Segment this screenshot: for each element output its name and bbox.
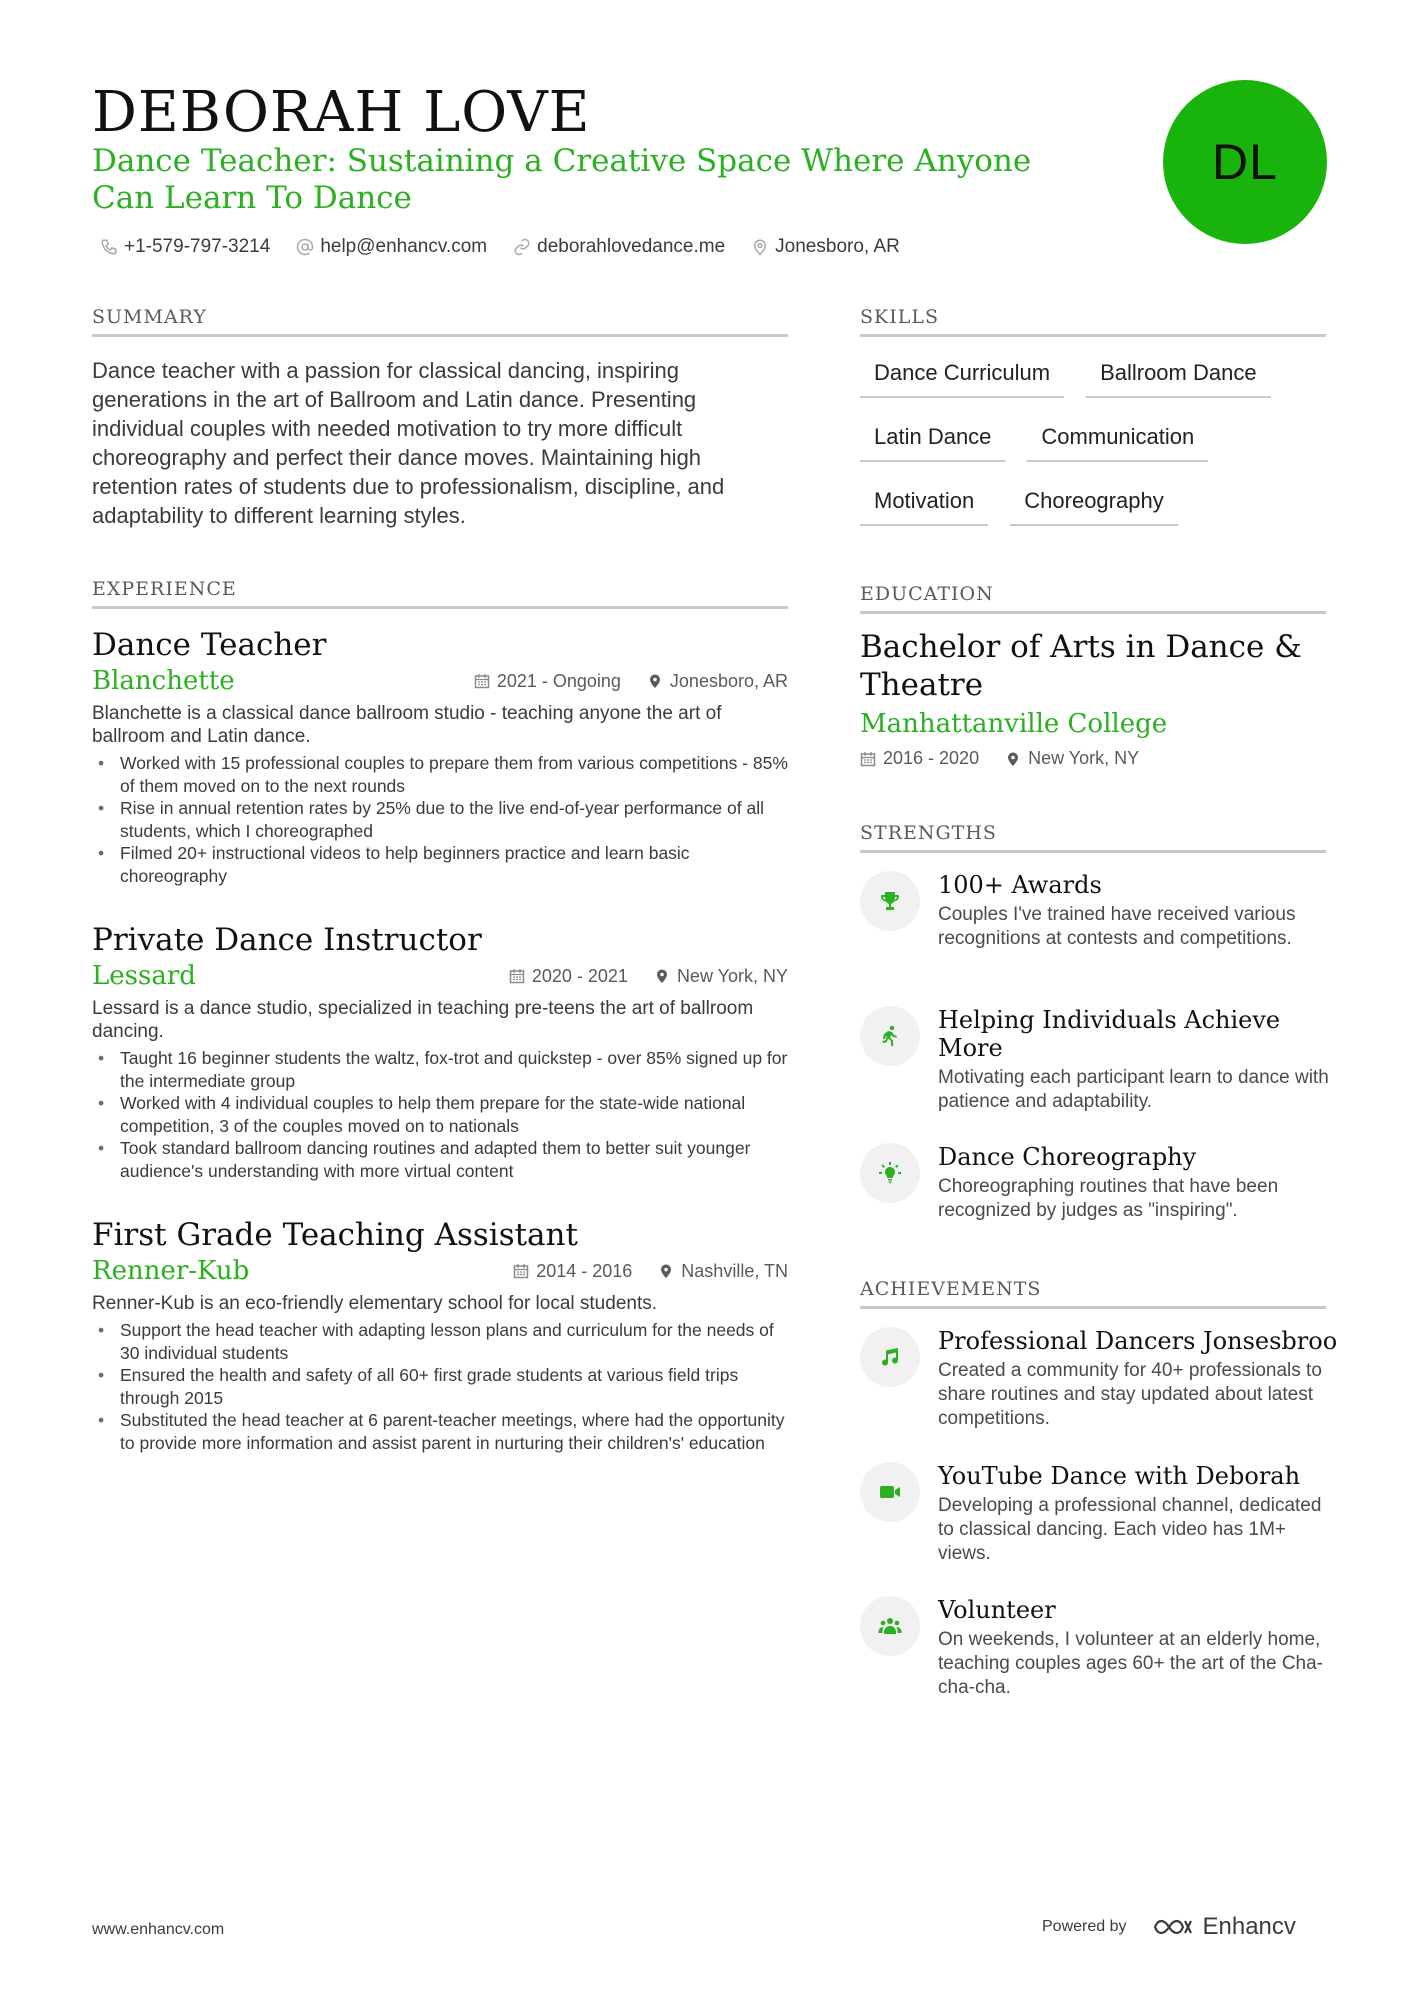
email-address: help@enhancv.com xyxy=(320,236,488,257)
phone-number: +1-579-797-3214 xyxy=(124,236,271,257)
job-location: Nashville, TN xyxy=(658,1261,788,1282)
calendar-icon xyxy=(509,968,525,984)
calendar-icon xyxy=(513,1263,529,1279)
bullet-item: • Filmed 20+ instructional videos to help beginners practice and learn basic choreography xyxy=(92,842,788,887)
bullet-item: • Ensured the health and safety of all 60+ first grade students at various field trips through 2015 xyxy=(92,1364,788,1409)
location-pin-icon xyxy=(647,673,663,689)
bullet-item: • Support the head teacher with adapting lesson plans and curriculum for the needs of 30 individual students xyxy=(92,1319,788,1364)
video-camera-icon xyxy=(878,1480,902,1504)
achievement-description: On weekends, I volunteer at an elderly home, teaching couples ages 60+ the art of the Cha-cha-cha. xyxy=(938,1629,1324,1698)
skill-tag: Dance Curriculum xyxy=(860,356,1064,398)
email-contact[interactable] xyxy=(296,236,487,258)
location-pin-icon xyxy=(654,968,670,984)
company-description: Renner-Kub is an eco-friendly elementary school for local students. xyxy=(92,1293,658,1314)
brand-name: Enhancv xyxy=(1202,1913,1296,1940)
education-dates: 2016 - 2020 xyxy=(860,748,979,769)
job-title: First Grade Teaching Assistant xyxy=(92,1217,578,1253)
experience-entry xyxy=(92,921,788,1182)
location-text: Jonesboro, AR xyxy=(775,236,900,257)
experience-entry xyxy=(92,1216,788,1454)
summary-heading: SUMMARY xyxy=(92,306,788,337)
footer-branding xyxy=(1042,1913,1296,1941)
strength-title: Dance Choreography xyxy=(938,1143,1197,1171)
strength-description: Choreographing routines that have been recognized by judges as "inspiring". xyxy=(938,1176,1279,1221)
skill-tag: Choreography xyxy=(1010,484,1177,526)
at-icon xyxy=(296,238,314,256)
location-pin-icon xyxy=(1005,751,1021,767)
achievement-title: Professional Dancers Jonsesbroo xyxy=(938,1327,1338,1355)
skill-tag: Latin Dance xyxy=(860,420,1005,462)
enhancv-logo-icon xyxy=(1151,1915,1195,1939)
job-bullets xyxy=(92,752,788,887)
bullet-item: • Worked with 4 individual couples to help them prepare for the state-wide national competition, 3 of the couples moved on to nationals xyxy=(92,1092,788,1137)
skill-tag: Communication xyxy=(1027,420,1208,462)
achievement-description: Developing a professional channel, dedicated to classical dancing. Each video has 1M+ views. xyxy=(938,1495,1322,1564)
trophy-icon xyxy=(878,889,902,913)
school-name: Manhattanville College xyxy=(860,709,1168,739)
bullet-item: • Rise in annual retention rates by 25% due to the live end-of-year performance of all students, which I choreographed xyxy=(92,797,788,842)
skill-tag: Ballroom Dance xyxy=(1086,356,1271,398)
achievement-item xyxy=(860,1596,1340,1700)
strengths-heading: STRENGTHS xyxy=(860,822,1326,853)
achievement-item xyxy=(860,1327,1340,1431)
achievement-description: Created a community for 40+ professionals to share routines and stay updated about latest competitions. xyxy=(938,1360,1322,1429)
job-location: Jonesboro, AR xyxy=(647,671,788,692)
bullet-item: • Substituted the head teacher at 6 parent-teacher meetings, where had the opportunity to provide more information and assist parent in nurturing their children's' education xyxy=(92,1409,788,1454)
phone-icon xyxy=(100,238,118,256)
job-dates: 2020 - 2021 xyxy=(509,966,628,987)
avatar-initials: DL xyxy=(1212,134,1278,190)
candidate-tagline: Dance Teacher: Sustaining a Creative Space Where Anyone Can Learn To Dance xyxy=(92,143,1032,216)
company-description: Blanchette is a classical dance ballroom studio - teaching anyone the art of ballroom and Latin dance. xyxy=(92,703,722,747)
skills-list xyxy=(860,356,1330,526)
strength-title: 100+ Awards xyxy=(938,871,1102,899)
strength-title: Helping Individuals Achieve More xyxy=(938,1006,1281,1062)
experience-entry xyxy=(92,626,788,887)
group-icon xyxy=(878,1614,902,1638)
website-url: deborahlovedance.me xyxy=(537,236,726,257)
link-icon xyxy=(513,238,531,256)
strength-description: Motivating each participant learn to dance with patience and adaptability. xyxy=(938,1067,1329,1112)
company-name: Renner-Kub xyxy=(92,1256,250,1286)
job-dates: 2021 - Ongoing xyxy=(474,671,621,692)
footer-website[interactable]: www.enhancv.com xyxy=(92,1921,225,1938)
strength-description: Couples I've trained have received various recognitions at contests and competitions. xyxy=(938,904,1296,949)
achievement-title: YouTube Dance with Deborah xyxy=(938,1462,1301,1490)
website-contact[interactable] xyxy=(513,236,725,258)
running-person-icon xyxy=(878,1024,902,1048)
education-heading: EDUCATION xyxy=(860,583,1326,614)
achievements-heading: ACHIEVEMENTS xyxy=(860,1278,1326,1309)
experience-heading: EXPERIENCE xyxy=(92,578,788,609)
powered-by-label: Powered by xyxy=(1042,1918,1127,1935)
degree-title: Bachelor of Arts in Dance & Theatre xyxy=(860,629,1302,703)
strength-item xyxy=(860,1006,1340,1114)
job-title: Private Dance Instructor xyxy=(92,922,482,958)
contact-bar xyxy=(100,236,926,258)
brand-logo[interactable] xyxy=(1151,1913,1296,1941)
strength-item xyxy=(860,1143,1340,1223)
company-name: Blanchette xyxy=(92,666,235,696)
calendar-icon xyxy=(860,751,876,767)
education-meta xyxy=(860,748,1139,769)
skills-heading: SKILLS xyxy=(860,306,1326,337)
lightbulb-icon xyxy=(878,1161,902,1185)
strength-item xyxy=(860,871,1340,951)
job-location: New York, NY xyxy=(654,966,788,987)
job-title: Dance Teacher xyxy=(92,627,327,663)
phone-contact[interactable] xyxy=(100,236,270,258)
music-note-icon xyxy=(878,1345,902,1369)
location-contact xyxy=(751,236,900,258)
bullet-item: • Took standard ballroom dancing routines and adapted them to better suit younger audience's understanding with more virtual content xyxy=(92,1137,788,1182)
company-name: Lessard xyxy=(92,961,196,991)
bullet-item: • Worked with 15 professional couples to prepare them from various competitions - 85% of them moved on to the next rounds xyxy=(92,752,788,797)
skill-tag: Motivation xyxy=(860,484,988,526)
avatar xyxy=(1163,80,1327,244)
achievement-item xyxy=(860,1462,1340,1566)
job-dates: 2014 - 2016 xyxy=(513,1261,632,1282)
achievement-title: Volunteer xyxy=(938,1596,1056,1624)
calendar-icon xyxy=(474,673,490,689)
location-pin-icon xyxy=(751,238,769,256)
company-description: Lessard is a dance studio, specialized in teaching pre-teens the art of ballroom dancing. xyxy=(92,998,754,1042)
location-pin-icon xyxy=(658,1263,674,1279)
candidate-name: DEBORAH LOVE xyxy=(92,80,591,145)
summary-text: Dance teacher with a passion for classical dancing, inspiring generations in the art of Ballroom and Latin dance. Presenting individual couples with needed motivation to try more difficult choreography and perfect their dance moves. Maintaining high retention rates of students due to professionalism, discipline, and adaptability to different learning styles. xyxy=(92,358,725,528)
education-location: New York, NY xyxy=(1005,748,1139,769)
bullet-item: • Taught 16 beginner students the waltz, fox-trot and quickstep - over 85% signed up for the intermediate group xyxy=(92,1047,788,1092)
job-bullets xyxy=(92,1047,788,1182)
job-bullets xyxy=(92,1319,788,1454)
